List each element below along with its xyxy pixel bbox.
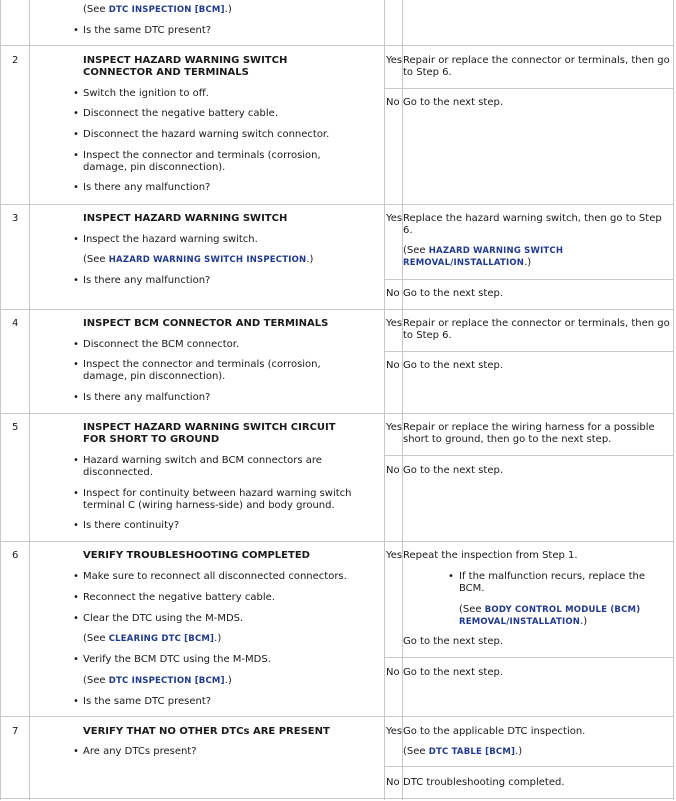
bullet-icon: •: [73, 592, 79, 603]
yes-result-text: to Step 6.: [403, 67, 452, 78]
list-item: Inspect the connector and terminals (corrosion,: [83, 150, 321, 161]
see-prefix: (See: [83, 254, 109, 265]
yes-sub-bullet: BCM.: [459, 583, 485, 594]
dtc-inspection-link[interactable]: DTC INSPECTION [BCM]: [108, 676, 225, 686]
yes-result-text: Repair or replace the connector or terminals, then go: [403, 318, 670, 329]
list-item: Reconnect the negative battery cable.: [83, 592, 275, 603]
list-item: Disconnect the negative battery cable.: [83, 108, 278, 119]
yes-sub-bullet: If the malfunction recurs, replace the: [459, 571, 646, 582]
see-suffix: .): [224, 4, 232, 15]
no-result-text: Go to the next step.: [403, 465, 503, 476]
see-prefix: (See: [403, 245, 429, 256]
clearing-dtc-link[interactable]: CLEARING DTC [BCM]: [108, 634, 215, 644]
step-number: 4: [12, 318, 19, 329]
question-text: Is the same DTC present?: [83, 25, 212, 36]
bullet-icon: •: [73, 129, 79, 140]
table-border-bottom: [0, 798, 674, 799]
hazard-switch-removal-link[interactable]: REMOVAL/INSTALLATION: [403, 258, 525, 268]
list-item: Clear the DTC using the M-MDS.: [83, 613, 244, 624]
no-result-text: Go to the next step.: [403, 288, 503, 299]
see-reference: [403, 746, 671, 758]
step-title: VERIFY TROUBLESHOOTING COMPLETED: [83, 550, 310, 561]
see-prefix: (See: [459, 604, 485, 615]
hazard-switch-removal-link[interactable]: HAZARD WARNING SWITCH: [428, 246, 564, 256]
result-divider: [384, 279, 674, 280]
step-title: INSPECT HAZARD WARNING SWITCH CIRCUIT: [83, 422, 336, 433]
result-divider: [384, 766, 674, 767]
list-item: terminal C (wiring harness-side) and body ground.: [83, 500, 335, 511]
yes-label: Yes: [386, 550, 403, 561]
step-number: 2: [12, 55, 19, 66]
see-reference: [83, 675, 232, 687]
result-divider: [384, 657, 674, 658]
see-prefix: (See: [83, 4, 109, 15]
see-prefix: (See: [403, 746, 429, 757]
row-divider: [0, 413, 674, 414]
yes-result-text: Repair or replace the connector or terminals, then go: [403, 55, 670, 66]
column-divider-number: [29, 0, 30, 800]
bullet-icon: •: [73, 571, 79, 582]
bullet-icon: •: [73, 455, 79, 466]
bcm-removal-link[interactable]: REMOVAL/INSTALLATION: [459, 617, 581, 627]
see-reference: [403, 257, 671, 269]
bullet-icon: •: [73, 654, 79, 665]
bullet-icon: •: [73, 696, 79, 707]
see-suffix: .): [224, 675, 232, 686]
column-divider-result: [402, 0, 403, 800]
yes-result-text: Repair or replace the wiring harness for a possible: [403, 422, 655, 433]
see-reference: [83, 633, 221, 645]
step-number: 5: [12, 422, 19, 433]
step-number: 6: [12, 550, 19, 561]
list-item: Are any DTCs present?: [83, 746, 197, 757]
list-item: damage, pin disconnection).: [83, 162, 226, 173]
bullet-icon: •: [73, 392, 79, 403]
no-result-text: DTC troubleshooting completed.: [403, 777, 565, 788]
see-reference: [83, 4, 232, 16]
see-prefix: (See: [83, 675, 109, 686]
no-label: No: [386, 288, 400, 299]
list-item: Is the same DTC present?: [83, 696, 212, 707]
yes-label: Yes: [386, 422, 403, 433]
row-divider: [0, 204, 674, 205]
bullet-icon: •: [73, 746, 79, 757]
see-reference: [459, 616, 669, 628]
see-suffix: .): [214, 633, 222, 644]
list-item: Inspect the hazard warning switch.: [83, 234, 258, 245]
no-result-text: Go to the next step.: [403, 97, 503, 108]
yes-result-text: 6.: [403, 225, 413, 236]
step-number: 7: [12, 726, 19, 737]
list-item: Switch the ignition to off.: [83, 88, 209, 99]
step-title: FOR SHORT TO GROUND: [83, 434, 220, 445]
yes-result-text: Go to the applicable DTC inspection.: [403, 726, 586, 737]
bullet-icon: •: [73, 488, 79, 499]
dtc-inspection-link[interactable]: DTC INSPECTION [BCM]: [108, 5, 225, 15]
column-divider-action: [384, 0, 385, 800]
list-item: Is there any malfunction?: [83, 275, 211, 286]
no-label: No: [386, 465, 400, 476]
see-suffix: .): [580, 616, 588, 627]
step-title: CONNECTOR AND TERMINALS: [83, 67, 249, 78]
yes-result-text: to Step 6.: [403, 330, 452, 341]
dtc-table-link[interactable]: DTC TABLE [BCM]: [428, 747, 516, 757]
hazard-switch-inspection-link[interactable]: HAZARD WARNING SWITCH INSPECTION: [108, 255, 307, 265]
yes-label: Yes: [386, 726, 403, 737]
list-item: Inspect for continuity between hazard warning switch: [83, 488, 352, 499]
step-title: INSPECT BCM CONNECTOR AND TERMINALS: [83, 318, 329, 329]
result-divider: [384, 455, 674, 456]
step-title: INSPECT HAZARD WARNING SWITCH: [83, 213, 288, 224]
no-result-text: Go to the next step.: [403, 667, 503, 678]
list-item: Inspect the connector and terminals (corrosion,: [83, 359, 321, 370]
bullet-icon: •: [448, 571, 454, 582]
list-item: Verify the BCM DTC using the M-MDS.: [83, 654, 271, 665]
yes-result-text: short to ground, then go to the next step.: [403, 434, 612, 445]
yes-result-text: Go to the next step.: [403, 636, 503, 647]
yes-result-text: Repeat the inspection from Step 1.: [403, 550, 578, 561]
yes-label: Yes: [386, 213, 403, 224]
list-item: Is there any malfunction?: [83, 182, 211, 193]
bullet-icon: •: [73, 234, 79, 245]
step-title: INSPECT HAZARD WARNING SWITCH: [83, 55, 288, 66]
no-label: No: [386, 777, 400, 788]
bullet-icon: •: [73, 520, 79, 531]
no-label: No: [386, 667, 400, 678]
no-result-text: Go to the next step.: [403, 360, 503, 371]
list-item: Disconnect the hazard warning switch connector.: [83, 129, 330, 140]
step-number: 3: [12, 213, 19, 224]
bullet-icon: •: [73, 25, 79, 36]
see-reference: [83, 254, 313, 266]
list-item: Hazard warning switch and BCM connectors are: [83, 455, 322, 466]
yes-label: Yes: [386, 55, 403, 66]
bullet-icon: •: [73, 275, 79, 286]
bullet-icon: •: [73, 613, 79, 624]
row-divider: [0, 309, 674, 310]
list-item: damage, pin disconnection).: [83, 371, 226, 382]
see-reference: [459, 604, 669, 616]
bullet-icon: •: [73, 88, 79, 99]
list-item: Is there continuity?: [83, 520, 180, 531]
no-label: No: [386, 360, 400, 371]
list-item: Disconnect the BCM connector.: [83, 339, 240, 350]
see-suffix: .): [306, 254, 314, 265]
row-divider: [0, 45, 674, 46]
result-divider: [384, 88, 674, 89]
see-reference: [403, 245, 671, 257]
row-divider: [0, 716, 674, 717]
list-item: Make sure to reconnect all disconnected connectors.: [83, 571, 347, 582]
see-prefix: (See: [83, 633, 109, 644]
bullet-icon: •: [73, 182, 79, 193]
yes-label: Yes: [386, 318, 403, 329]
table-border-right: [673, 0, 674, 800]
bullet-icon: •: [73, 150, 79, 161]
bullet-icon: •: [73, 339, 79, 350]
table-border-left: [0, 0, 1, 800]
result-divider: [384, 351, 674, 352]
see-suffix: .): [515, 746, 523, 757]
bcm-removal-link[interactable]: BODY CONTROL MODULE (BCM): [484, 605, 641, 615]
bullet-icon: •: [73, 108, 79, 119]
see-suffix: .): [524, 257, 532, 268]
row-divider: [0, 541, 674, 542]
list-item: disconnected.: [83, 467, 153, 478]
list-item: Is there any malfunction?: [83, 392, 211, 403]
yes-result-text: Replace the hazard warning switch, then go to Step: [403, 213, 662, 224]
step-title: VERIFY THAT NO OTHER DTCs ARE PRESENT: [83, 726, 330, 737]
bullet-icon: •: [73, 359, 79, 370]
no-label: No: [386, 97, 400, 108]
